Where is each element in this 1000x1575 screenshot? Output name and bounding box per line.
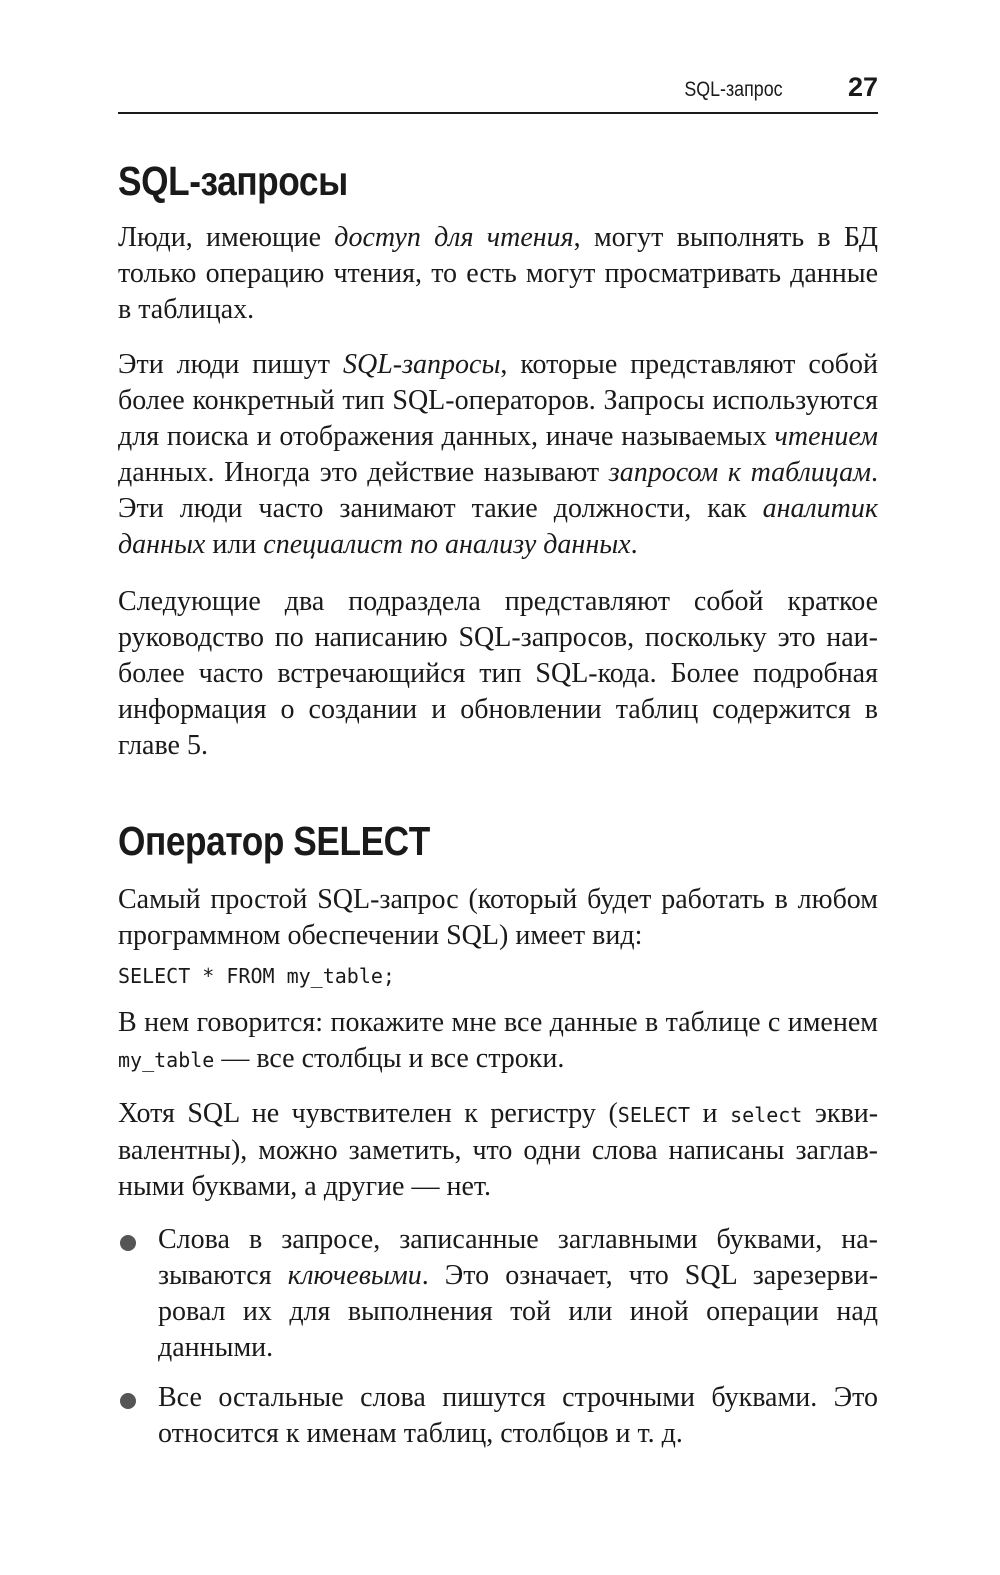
text-run: эквивалентны), можно заметить, что одни слова написаны заглавными буквами, а другие — нет.	[118, 1098, 879, 1202]
text-run: , которые представляют собой более конкретный тип SQL-операторов. Запросы используются для поиска и отображения данных, иначе называемых	[118, 349, 878, 452]
inline-code: select	[730, 1103, 803, 1127]
running-header	[118, 72, 878, 114]
paragraph-guide-intro: Следующие два подраздела представляют собой краткое руководство по написанию SQL-запросов, поскольку это наиболее часто встречающийся тип SQL-кода. Более подробная информация о создании и обновлении таблиц содержится в главе 5.	[118, 586, 878, 761]
bullet-dot-icon	[120, 1393, 136, 1409]
text-run: или	[205, 529, 264, 560]
italic-term: аналитик данных	[118, 493, 878, 560]
bullet-text	[158, 1222, 878, 1366]
paragraph-read-access	[118, 220, 878, 328]
bullet-dot-icon	[120, 1235, 136, 1251]
section-heading-sql-queries: SQL-запросы	[118, 158, 348, 204]
paragraph-simplest-query: Самый простой SQL-запрос (который будет работать в любом программном обеспечении SQL) имеет вид:	[118, 884, 878, 951]
text-run: В нем говорится: покажите мне все данные в таблице с именем	[118, 1007, 878, 1038]
text-run: и	[690, 1098, 731, 1129]
section-heading-select-statement: Оператор SELECT	[118, 818, 430, 864]
italic-term: специалист по анализу данных	[263, 529, 631, 560]
code-example: SELECT * FROM my_table;	[118, 964, 395, 988]
text-run: , могут выполнять в БД только операцию чтения, то есть могут просматривать данные в таблицах.	[118, 222, 879, 325]
inline-code: SELECT	[617, 1103, 691, 1127]
inline-code: my_table	[118, 1048, 215, 1072]
italic-term: ключевыми	[287, 1260, 422, 1291]
running-title: SQL-запрос	[684, 78, 783, 101]
paragraph-query-writers	[118, 347, 878, 563]
italic-term: SQL-запросы	[342, 349, 501, 380]
text-run: .	[630, 529, 638, 560]
text-run: Люди, имеющие	[118, 222, 335, 253]
page-number: 27	[847, 72, 878, 102]
bullet-text	[158, 1380, 878, 1452]
italic-term: чтением	[774, 421, 878, 452]
text-run: данных. Иногда это действие называют	[118, 457, 609, 488]
text-run: Все остальные слова пишутся строчными буквами. Это относится к именам таблиц, столбцов и т. д.	[158, 1382, 878, 1449]
text-run: . Эти люди часто занимают такие должности, как	[118, 457, 878, 524]
italic-term: доступ для чтения	[334, 222, 574, 253]
text-run: Хотя SQL не чувствителен к регистру (	[118, 1098, 618, 1129]
text-run: Слова в запросе, записанные заглавными буквами, называются	[158, 1224, 878, 1291]
paragraph-case-insensitive	[118, 1096, 878, 1205]
paragraph-query-meaning	[118, 1005, 878, 1078]
text-run: . Это означает, что SQL зарезервировал их для выполнения той или иной операции над данными.	[158, 1260, 879, 1363]
text-run: — все столбцы и все строки.	[214, 1043, 565, 1074]
italic-term: запросом к таблицам	[608, 457, 871, 488]
text-run: Эти люди пишут	[118, 349, 343, 380]
